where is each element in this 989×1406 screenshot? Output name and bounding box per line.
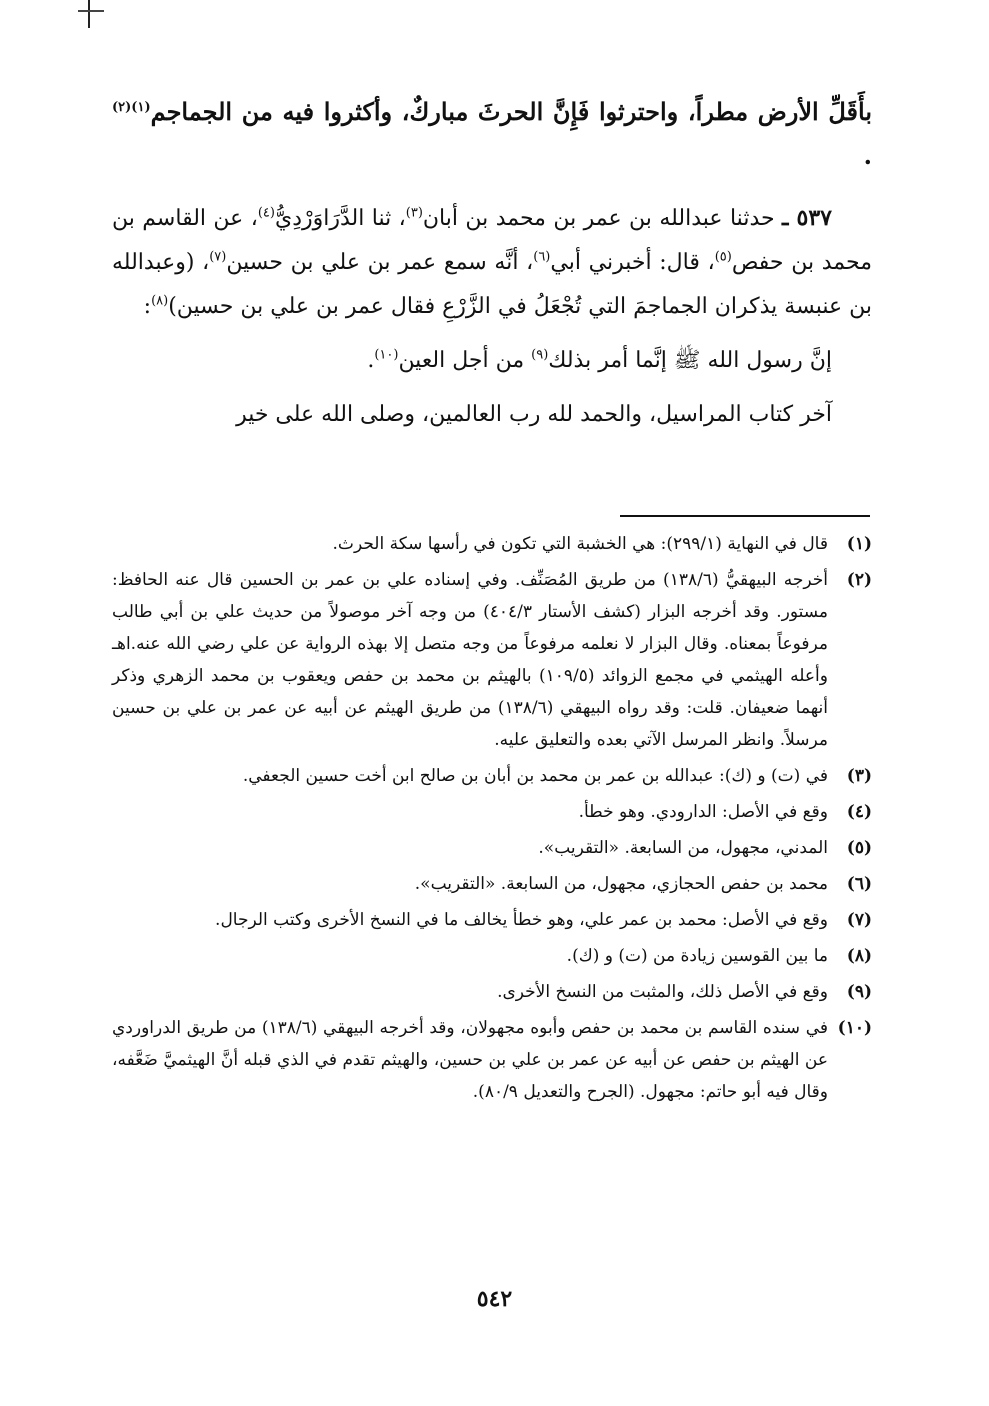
- footnote: [112, 832, 872, 864]
- hadith-matn: [112, 339, 872, 383]
- footnote-text: وقع في الأصل: الدارودي. وهو خطأ.: [578, 802, 828, 822]
- footnote: [112, 976, 872, 1008]
- footnote: [112, 1012, 872, 1108]
- hadith-continuation: بأَقَلِّ الأرض مطراً، واحترثوا فَإِنَّ الحرثَ مباركٌ، وأكثروا فيه من الجماجم$^{(١)(٢)}$ .: [112, 97, 872, 170]
- footnote-number: (٨): [846, 946, 872, 966]
- footnote: [112, 868, 872, 900]
- footnote-text: ما بين القوسين زيادة من (ت) و (ك).: [566, 946, 828, 966]
- footnote-text: المدني، مجهول، من السابعة. «التقريب».: [538, 838, 828, 858]
- footnote-number: (٢): [846, 570, 872, 590]
- hadith-537: [112, 196, 872, 329]
- isnad-text: ، (وعبدالله بن عنبسة يذكران الجماجمَ التي تُجْعَلُ في الزَّرْعِ فقال عمر بن علي بن حسين): [112, 250, 872, 319]
- main-text: [112, 90, 872, 447]
- scan-margin-mark-horizontal: [78, 10, 104, 12]
- footnote-separator: [620, 515, 870, 517]
- footnote: [112, 564, 872, 756]
- footnote-number: (١٠): [837, 1018, 872, 1038]
- footnote: [112, 528, 872, 560]
- book-colophon: آخر كتاب المراسيل، والحمد لله رب العالمين، وصلى الله على خير: [236, 402, 832, 427]
- isnad-text: ، ثنا الدَّرَاوَرْدِيُّ: [274, 206, 406, 231]
- matn-text: إنَّ رسول الله ﷺ إنَّما أمر بذلك: [548, 348, 832, 373]
- footnote-ref: (٣): [405, 205, 423, 221]
- footnote-number: (٤): [846, 802, 872, 822]
- footnote-ref: (٤): [257, 205, 275, 221]
- footnote: [112, 904, 872, 936]
- footnote: [112, 940, 872, 972]
- footnote-number: (٧): [846, 910, 872, 930]
- footnote-ref: (٥): [714, 249, 732, 265]
- footnote-text: قال في النهاية (٢٩٩/١): هي الخشبة التي تكون في رأسها سكة الحرث.: [332, 534, 828, 554]
- footnote-ref: (١)(٢): [112, 100, 151, 115]
- matn-text: .: [367, 348, 375, 373]
- footnote-text: محمد بن حفص الحجازي، مجهول، من السابعة. «التقريب».: [414, 874, 828, 894]
- footnote-text: في سنده القاسم بن محمد بن حفص وأبوه مجهولان، وقد أخرجه البيهقي (١٣٨/٦) من طريق الدراوردي عن الهيثم بن حفص عن أبيه عن عمر بن علي بن حسين، والهيثم تقدم في الذي قبله أنَّ الهيثميَّ ضَعَّفه، وقال فيه أبو حاتم: مجهول. (الجرح والتعديل ٨٠/٩).: [112, 1018, 828, 1102]
- footnote-number: (١): [846, 534, 872, 554]
- footnote-ref: (٨): [151, 293, 169, 309]
- footnote-ref: (٦): [533, 249, 551, 265]
- isnad-text: ، أنَّه سمع عمر بن علي بن حسين: [226, 250, 534, 275]
- hadith-number: ٥٣٧ ـ: [782, 205, 832, 231]
- footnote-number: (٣): [846, 766, 872, 786]
- scan-margin-mark: [88, 0, 90, 28]
- footnotes: [112, 528, 872, 1112]
- footnote-ref: (١٠): [374, 347, 399, 363]
- isnad-text: حدثنا عبدالله بن عمر بن محمد بن أبان: [422, 206, 775, 231]
- isnad-text: ، قال: أخبرني أبي: [550, 250, 715, 275]
- footnote-number: (٦): [846, 874, 872, 894]
- footnote: [112, 760, 872, 792]
- page-number: ٥٤٢: [476, 1286, 513, 1312]
- matn-text: من أجل العين: [398, 348, 532, 373]
- footnote-text: أخرجه البيهقيُّ (١٣٨/٦) من طريق المُصَنِّف. وفي إسناده علي بن عمر بن الحسين قال عنه الحافظ: مستور. وقد أخرجه البزار (كشف الأستار ٤٠٤/٣) من وجه آخر موصولاً من حديث علي بن أبي طالب مرفوعاً بمعناه. وقال البزار لا نعلمه مرفوعاً من وجه متصل إلا بهذه الرواية عن علي رضي الله عنه.اهـ وأعله الهيثمي في مجمع الزوائد (١٠٩/٥) بالهيثم بن محمد بن حفص ويعقوب بن محمد الزهري وذكر أنهما ضعيفان. قلت: وقد رواه البيهقي (١٣٨/٦) من طريق الهيثم عن أبيه عن عمر بن علي بن حسين مرسلاً. وانظر المرسل الآتي بعده والتعليق عليه.: [112, 570, 829, 750]
- isnad-text: :: [143, 294, 152, 319]
- footnote-ref: (٩): [531, 347, 549, 363]
- footnote-text: وقع في الأصل ذلك، والمثبت من النسخ الأخرى.: [497, 982, 828, 1002]
- footnote-ref: (٧): [209, 249, 227, 265]
- footnote-text: في (ت) و (ك): عبدالله بن عمر بن محمد بن أبان بن صالح ابن أخت حسين الجعفي.: [242, 766, 828, 786]
- footnote-number: (٩): [846, 982, 872, 1002]
- opening-text: بأَقَلِّ الأرض مطراً، واحترثوا فَإِنَّ الحرثَ مباركٌ، وأكثروا فيه من الجماجم: [150, 97, 872, 126]
- footnote-number: (٥): [846, 838, 872, 858]
- isnad-text: ، عن القاسم بن محمد بن حفص: [112, 206, 873, 275]
- footnote: [112, 796, 872, 828]
- footnote-text: وقع في الأصل: محمد بن عمر علي، وهو خطأ يخالف ما في النسخ الأخرى وكتب الرجال.: [215, 910, 828, 930]
